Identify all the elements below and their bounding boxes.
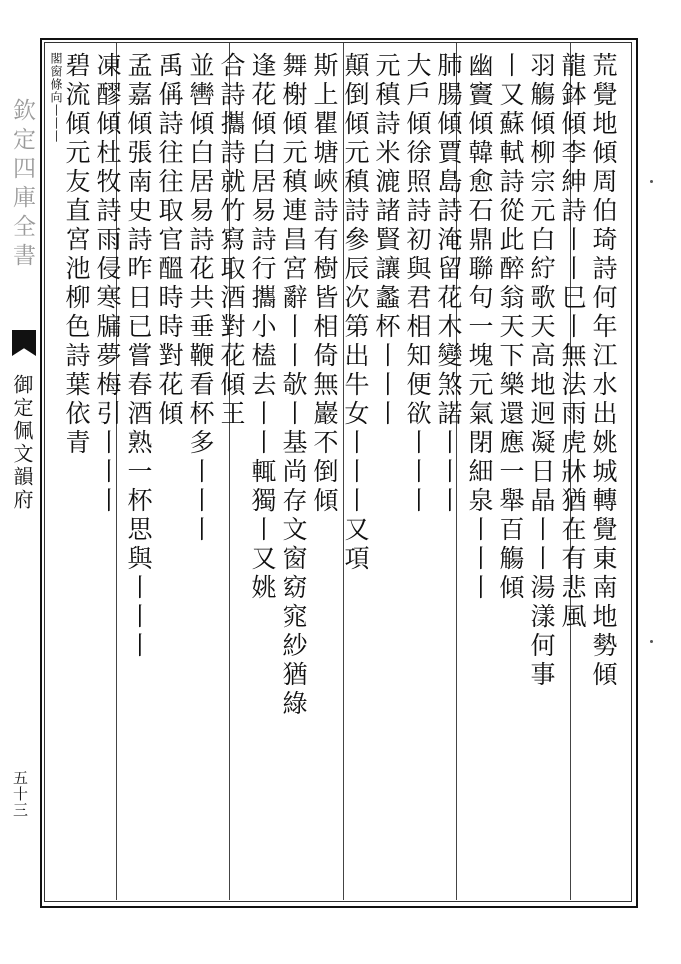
text-column: 羽觴傾柳宗元白紵歌天高地迥凝日晶丨丨湯漾何事 <box>527 52 556 690</box>
scan-speck <box>650 180 653 183</box>
text-column: 閣窗條向丨丨丨 <box>49 52 63 143</box>
text-column: 舞榭傾元稹連昌宮辭丨丨欹丨基尚存文窗窈窕紗猶綠 <box>279 52 308 719</box>
text-column: 龍鉢傾李紳詩丨丨巳丨無法雨虎牀猶在有悲風 <box>558 52 587 632</box>
text-column: 逢花傾白居易詩行攜小榼去丨丨輒獨丨又姚 <box>248 52 277 603</box>
text-column: 凍醪傾杜牧詩雨侵寒牖夢梅引丨丨丨 <box>93 52 122 516</box>
text-column: 並轡傾白居易詩花共垂鞭看杯多丨丨丨 <box>186 52 215 545</box>
text-column: 幽竇傾韓愈石鼎聯句一塊元氣閉細泉丨丨丨 <box>465 52 494 603</box>
page-number: 五十三 <box>11 770 29 818</box>
text-column: 碧流傾元友直宮池柳色詩葉依青 <box>62 52 91 458</box>
text-column: 孟嘉傾張南史詩昨日已嘗春酒熟一杯思與丨丨丨 <box>124 52 153 661</box>
page-margin <box>2 40 36 940</box>
text-column: 丨又蘇軾詩從此醉翁天下樂還應一舉百觴傾 <box>496 52 525 603</box>
book-title: 御定佩文韻府 <box>10 374 34 512</box>
text-column: 荒覺地傾周伯琦詩何年江水出姚城轉覺東南地勢傾 <box>589 52 618 690</box>
faded-series-title: 欽定四庫全書 <box>9 98 35 272</box>
text-column: 合詩攜詩就竹寫取酒對花傾王 <box>217 52 246 429</box>
text-column: 斯上瞿塘峽詩有樹皆相倚無巖不倒傾 <box>310 52 339 516</box>
text-column: 禹偁詩往往取官醞時時對花傾 <box>155 52 184 429</box>
text-column: 大戶傾徐照詩初與君相知便欲丨丨丨 <box>403 52 432 516</box>
text-column: 肺腸傾賈島詩淹留花木變煞諾丨丨丨 <box>434 52 463 516</box>
text-column: 元稹詩米漉諸賢讓蠡杯丨丨丨 <box>372 52 401 429</box>
text-column: 顛倒傾元稹詩參辰次第出牛女丨丨丨又項 <box>341 52 370 574</box>
fish-tail-mark-icon <box>12 330 36 356</box>
scan-speck <box>650 640 653 643</box>
